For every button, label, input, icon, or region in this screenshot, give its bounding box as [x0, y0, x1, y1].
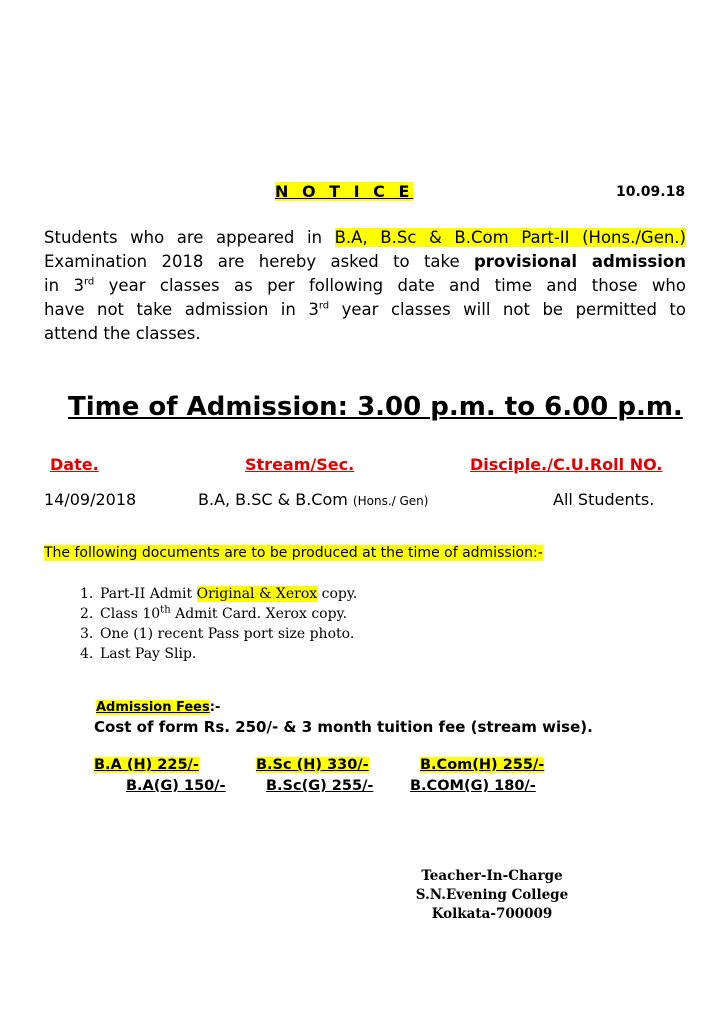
signature-college: S.N.Evening College	[415, 887, 569, 903]
header-date: Date.	[50, 455, 99, 474]
list-item: 1. Part-II Admit Original & Xerox copy.	[80, 586, 358, 602]
fee-ba-gen: B.A(G) 150/-	[126, 778, 226, 794]
body-line-1: Students who are appeared in B.A, B.Sc & B.Com Part-II (Hons./Gen.)	[44, 228, 686, 247]
schedule-date: 14/09/2018	[44, 490, 137, 509]
fees-label: Admission Fees:-	[96, 700, 221, 715]
body-line-2: Examination 2018 are hereby asked to take provisional admission	[44, 252, 686, 271]
list-item: 3. One (1) recent Pass port size photo.	[80, 626, 355, 642]
notice-title: N O T I C E	[275, 182, 414, 201]
fee-bcom-hons: B.Com(H) 255/-	[420, 757, 545, 773]
fee-bsc-gen: B.Sc(G) 255/-	[266, 778, 374, 794]
notice-body	[44, 226, 686, 346]
list-item: 4. Last Pay Slip.	[80, 646, 197, 662]
provisional-admission-text: provisional admission	[473, 252, 686, 271]
signature-title: Teacher-In-Charge	[421, 868, 563, 884]
classes-highlight: B.A, B.Sc & B.Com Part-II (Hons./Gen.)	[334, 228, 686, 247]
fee-bsc-hons: B.Sc (H) 330/-	[256, 757, 369, 773]
fee-ba-hons: B.A (H) 225/-	[94, 757, 199, 773]
documents-heading: The following documents are to be produced at the time of admission:-	[44, 545, 543, 561]
body-line-3: in 3rd year classes as per following date and time and those who	[44, 276, 686, 295]
list-item: 2. Class 10th Admit Card. Xerox copy.	[80, 604, 348, 622]
documents-list	[80, 584, 357, 664]
admission-time-heading: Time of Admission: 3.00 p.m. to 6.00 p.m.	[68, 392, 683, 422]
schedule-roll: All Students.	[553, 490, 655, 509]
schedule-stream: B.A, B.SC & B.Com (Hons./ Gen)	[198, 490, 429, 509]
fees-description: Cost of form Rs. 250/- & 3 month tuition fee (stream wise).	[94, 718, 593, 736]
fee-bcom-gen: B.COM(G) 180/-	[410, 778, 536, 794]
body-line-5: attend the classes.	[44, 324, 201, 343]
body-line-4: have not take admission in 3rd year classes will not be permitted to	[44, 300, 686, 319]
header-stream: Stream/Sec.	[245, 455, 355, 474]
header-roll: Disciple./C.U.Roll NO.	[470, 455, 663, 474]
signature-address: Kolkata-700009	[431, 906, 553, 922]
notice-date: 10.09.18	[616, 184, 686, 200]
